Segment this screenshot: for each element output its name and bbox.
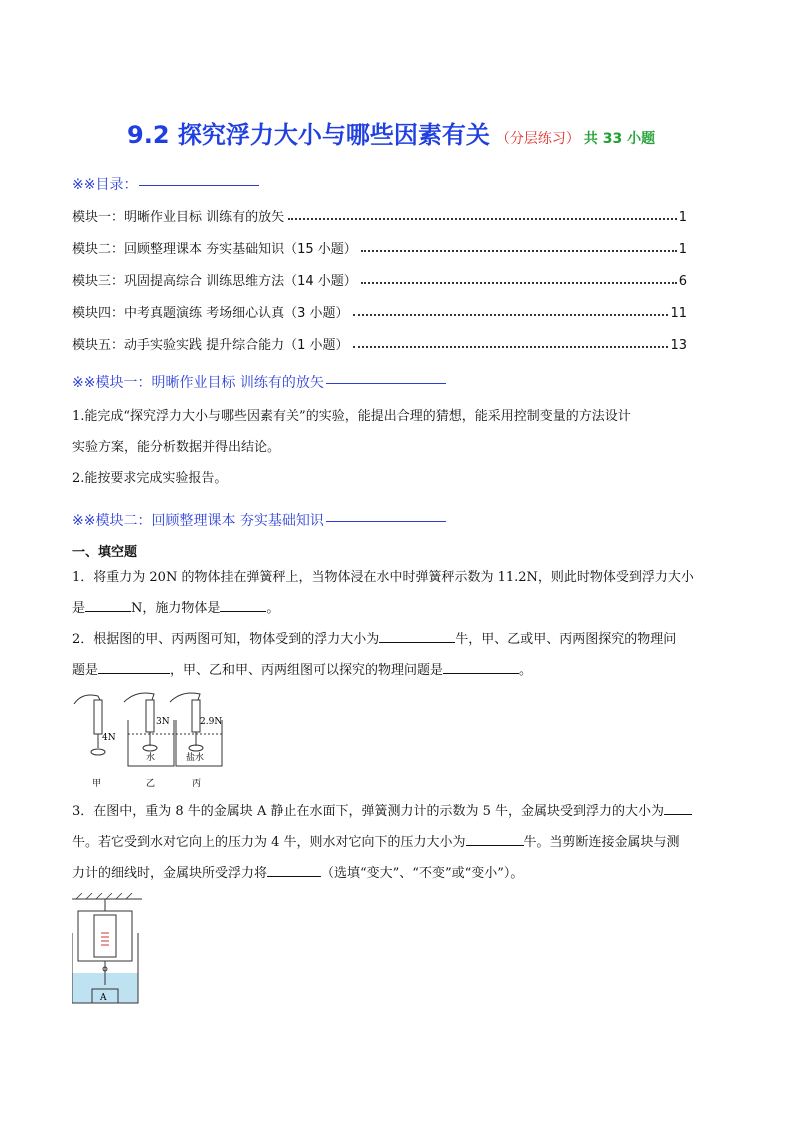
question-text: 。 bbox=[519, 663, 533, 678]
toc-heading-text: ※※目录： bbox=[72, 177, 138, 193]
toc-item-label: 模块四：中考真题演练 考场细心认真（3 小题） bbox=[72, 306, 349, 321]
section-subheading: 一、填空题 bbox=[72, 545, 138, 560]
title-count: 共 33 小题 bbox=[583, 131, 656, 147]
answer-blank[interactable] bbox=[466, 831, 524, 846]
question-line bbox=[72, 624, 722, 655]
spring-scale-figure bbox=[72, 690, 232, 790]
toc-item-3[interactable] bbox=[72, 269, 687, 289]
toc-item-label: 模块五：动手实验实践 提升综合能力（1 小题） bbox=[72, 338, 349, 353]
toc-item-page: 6 bbox=[678, 274, 687, 289]
toc-item-page: 1 bbox=[678, 242, 687, 257]
figure-caption: 乙 bbox=[146, 779, 156, 789]
module1-heading bbox=[72, 372, 446, 392]
question-line bbox=[72, 827, 722, 858]
block-in-water-figure bbox=[72, 893, 152, 1013]
answer-blank[interactable] bbox=[664, 800, 692, 815]
module1-line: 1.能完成“探究浮力大小与哪些因素有关”的实验，能提出合理的猜想，能采用控制变量的方法设计 bbox=[72, 409, 631, 424]
question-3 bbox=[72, 796, 722, 889]
question-2 bbox=[72, 624, 722, 686]
question-text: 牛。当剪断连接金属块与测 bbox=[523, 835, 680, 850]
toc-item-4[interactable] bbox=[72, 301, 687, 321]
question-text: N，施力物体是 bbox=[131, 601, 221, 616]
question-line: 1．将重力为 20N 的物体挂在弹簧秤上，当物体浸在水中时弹簧秤示数为 11.2N，则此时物体受到浮力大小 bbox=[72, 570, 694, 585]
module1-heading-text: ※※模块一：明晰作业目标 训练有的放矢 bbox=[72, 375, 324, 391]
reading-label: 3N bbox=[156, 717, 170, 727]
title-main: 9.2 探究浮力大小与哪些因素有关 bbox=[127, 121, 490, 149]
figure-caption: 甲 bbox=[92, 779, 102, 789]
question-text: 牛。若它受到水对它向上的压力为 4 牛，则水对它向下的压力大小为 bbox=[72, 835, 466, 850]
answer-blank[interactable] bbox=[220, 597, 266, 612]
question-text: 力计的细线时，金属块所受浮力将 bbox=[72, 866, 268, 881]
question-text: ，甲、乙和甲、丙两组图可以探究的物理问题是 bbox=[170, 663, 444, 678]
divider bbox=[288, 218, 677, 220]
toc-item-page: 11 bbox=[670, 306, 687, 321]
toc-item-label: 模块三：巩固提高综合 训练思维方法（14 小题） bbox=[72, 274, 357, 289]
toc-item-page: 1 bbox=[678, 210, 687, 225]
question-line bbox=[72, 655, 722, 686]
divider bbox=[139, 185, 259, 186]
toc-heading bbox=[72, 174, 259, 194]
page-title bbox=[127, 115, 655, 150]
block-label: A bbox=[100, 993, 107, 1003]
answer-blank[interactable] bbox=[85, 597, 131, 612]
divider bbox=[361, 282, 677, 284]
reading-label: 4N bbox=[102, 733, 116, 743]
toc-item-5[interactable] bbox=[72, 333, 687, 353]
question-text: （选填“变大”、“不变”或“变小”）。 bbox=[321, 866, 524, 881]
module1-text bbox=[72, 401, 722, 494]
question-text: 题是 bbox=[72, 663, 99, 678]
question-text: 2．根据图的甲、丙两图可知，物体受到的浮力大小为 bbox=[72, 632, 380, 647]
toc-item-1[interactable] bbox=[72, 205, 687, 225]
divider bbox=[361, 250, 677, 252]
question-text: 牛，甲、乙或甲、丙两图探究的物理问 bbox=[455, 632, 677, 647]
toc-item-2[interactable] bbox=[72, 237, 687, 257]
divider bbox=[353, 314, 669, 316]
question-1 bbox=[72, 562, 722, 624]
divider bbox=[326, 383, 446, 384]
module1-line: 实验方案，能分析数据并得出结论。 bbox=[72, 440, 281, 455]
question-text: 是 bbox=[72, 601, 86, 616]
question-line bbox=[72, 796, 722, 827]
liquid-label: 水 bbox=[146, 753, 156, 763]
question-line bbox=[72, 593, 722, 624]
question-line bbox=[72, 858, 722, 889]
answer-blank[interactable] bbox=[267, 862, 321, 877]
answer-blank[interactable] bbox=[443, 659, 519, 674]
divider bbox=[353, 346, 669, 348]
module1-line: 2.能按要求完成实验报告。 bbox=[72, 471, 228, 486]
reading-label: 2.9N bbox=[200, 717, 223, 727]
question-text: 3．在图中，重为 8 牛的金属块 A 静止在水面下，弹簧测力计的示数为 5 牛，金属块受到浮力的大小为 bbox=[72, 804, 664, 819]
answer-blank[interactable] bbox=[98, 659, 170, 674]
module2-heading bbox=[72, 510, 446, 530]
toc-item-label: 模块二：回顾整理课本 夯实基础知识（15 小题） bbox=[72, 242, 357, 257]
answer-blank[interactable] bbox=[379, 628, 455, 643]
divider bbox=[326, 521, 446, 522]
figure-caption: 丙 bbox=[192, 779, 202, 789]
toc-item-page: 13 bbox=[670, 338, 687, 353]
title-sub: （分层练习） bbox=[495, 131, 580, 147]
liquid-label: 盐水 bbox=[186, 753, 205, 763]
module2-heading-text: ※※模块二：回顾整理课本 夯实基础知识 bbox=[72, 513, 324, 529]
question-text: 。 bbox=[266, 601, 280, 616]
toc-item-label: 模块一：明晰作业目标 训练有的放矢 bbox=[72, 210, 285, 225]
